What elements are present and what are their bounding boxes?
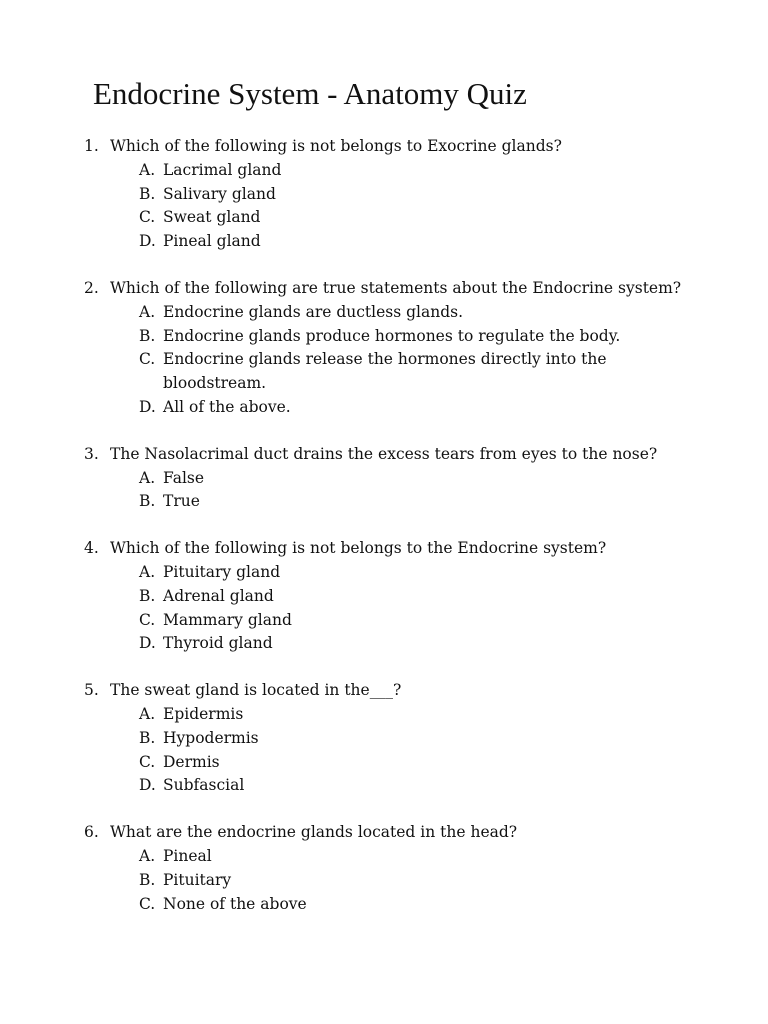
- option-text: Endocrine glands release the hormones directly into the bloodstream.: [163, 350, 607, 393]
- question-text: Which of the following is not belongs to Exocrine glands?: [110, 137, 562, 155]
- question-number: 2.: [84, 278, 99, 297]
- option-item: [84, 561, 724, 585]
- option-item: [84, 206, 724, 230]
- option-text: Mammary gland: [163, 610, 292, 629]
- question-line: [84, 537, 724, 561]
- option-list: [84, 467, 724, 515]
- option-list: [84, 845, 724, 916]
- option-item: [84, 183, 724, 207]
- option-text: None of the above: [163, 894, 307, 913]
- option-letter: C.: [139, 208, 156, 227]
- option-list: [84, 703, 724, 798]
- page-title: Endocrine System - Anatomy Quiz: [93, 76, 527, 111]
- option-letter: B.: [139, 728, 156, 747]
- option-text: Salivary gland: [163, 184, 276, 203]
- option-text: Endocrine glands are ductless glands.: [163, 302, 464, 321]
- question-number: 4.: [84, 539, 99, 558]
- question-item: [84, 679, 724, 798]
- question-text: Which of the following is not belongs to the Endocrine system?: [110, 539, 607, 558]
- question-line: [84, 679, 724, 703]
- option-letter: A.: [139, 302, 156, 321]
- option-letter: A.: [139, 468, 156, 487]
- option-text: Thyroid gland: [163, 634, 273, 653]
- option-letter: C.: [139, 752, 156, 771]
- option-letter: A.: [139, 846, 156, 865]
- option-item: [84, 703, 724, 727]
- option-letter: B.: [139, 492, 156, 511]
- option-item: [84, 301, 724, 325]
- question-line: [84, 821, 724, 845]
- option-letter: C.: [139, 894, 156, 913]
- option-text: True: [163, 492, 200, 511]
- option-list: [84, 561, 724, 656]
- question-item: [84, 277, 724, 420]
- question-line: [84, 135, 724, 159]
- question-item: [84, 443, 724, 514]
- option-item: [84, 159, 724, 183]
- option-letter: D.: [139, 634, 156, 653]
- option-text: Pituitary gland: [163, 562, 281, 581]
- option-item: [84, 845, 724, 869]
- option-text: Lacrimal gland: [163, 160, 282, 179]
- question-text: The Nasolacrimal duct drains the excess tears from eyes to the nose?: [110, 444, 658, 463]
- option-item: [84, 348, 724, 396]
- option-item: [84, 774, 724, 798]
- option-text: Endocrine glands produce hormones to regulate the body.: [163, 326, 621, 345]
- question-text: What are the endocrine glands located in the head?: [110, 823, 518, 842]
- option-text: Dermis: [163, 752, 220, 771]
- option-letter: D.: [139, 776, 156, 795]
- option-letter: A.: [139, 704, 156, 723]
- option-item: [84, 585, 724, 609]
- option-letter: A.: [139, 562, 156, 581]
- option-text: Pineal gland: [163, 232, 261, 251]
- question-text: Which of the following are true statements about the Endocrine system?: [110, 278, 682, 297]
- option-letter: B.: [139, 184, 156, 203]
- question-line: [84, 443, 724, 467]
- question-item: [84, 537, 724, 656]
- option-item: [84, 609, 724, 633]
- option-item: [84, 490, 724, 514]
- question-item: [84, 821, 724, 916]
- option-item: [84, 751, 724, 775]
- question-item: [84, 135, 724, 254]
- option-item: [84, 396, 724, 420]
- question-line: [84, 277, 724, 301]
- option-item: [84, 893, 724, 917]
- option-item: [84, 869, 724, 893]
- option-letter: D.: [139, 232, 156, 251]
- option-letter: B.: [139, 326, 156, 345]
- option-list: [84, 159, 724, 254]
- option-item: [84, 467, 724, 491]
- question-number: 3.: [84, 444, 99, 463]
- option-text: Pineal: [163, 846, 212, 865]
- option-text: Adrenal gland: [163, 586, 274, 605]
- question-text: The sweat gland is located in the___?: [110, 681, 402, 700]
- question-number: 5.: [84, 681, 99, 700]
- option-item: [84, 325, 724, 349]
- option-text: All of the above.: [163, 397, 291, 416]
- option-list: [84, 301, 724, 420]
- option-item: [84, 230, 724, 254]
- option-text: Hypodermis: [163, 728, 259, 747]
- option-letter: A.: [139, 160, 156, 179]
- question-number: 1.: [84, 137, 99, 155]
- option-letter: C.: [139, 350, 156, 369]
- option-text: Sweat gland: [163, 208, 261, 227]
- question-number: 6.: [84, 823, 99, 842]
- option-letter: D.: [139, 397, 156, 416]
- option-text: False: [163, 468, 205, 487]
- option-letter: C.: [139, 610, 156, 629]
- option-item: [84, 632, 724, 656]
- option-text: Subfascial: [163, 776, 245, 795]
- option-item: [84, 727, 724, 751]
- option-letter: B.: [139, 870, 156, 889]
- option-text: Pituitary: [163, 870, 232, 889]
- option-text: Epidermis: [163, 704, 244, 723]
- question-list: [84, 135, 724, 939]
- option-letter: B.: [139, 586, 156, 605]
